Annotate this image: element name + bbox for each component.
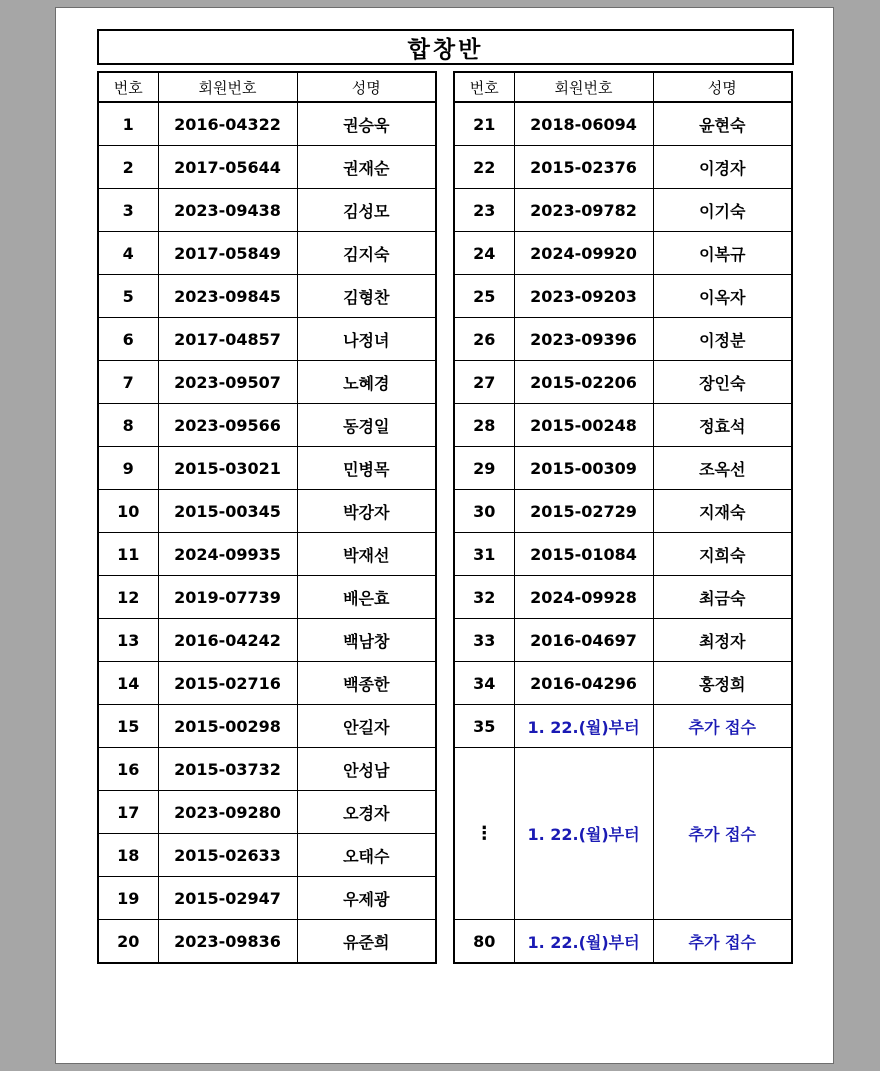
table-row <box>454 189 792 232</box>
cell-name: 지재숙 <box>653 490 792 533</box>
cell-member-id: 2023-09396 <box>514 318 653 361</box>
header-name: 성명 <box>297 72 436 102</box>
cell-name: 우제광 <box>297 877 436 920</box>
header-member-id: 회원번호 <box>514 72 653 102</box>
cell-member-id: 2017-04857 <box>158 318 297 361</box>
cell-extra-accept: 추가 접수 <box>653 705 792 748</box>
cell-member-id: 2024-09920 <box>514 232 653 275</box>
cell-number: 12 <box>98 576 158 619</box>
cell-member-id: 2015-02206 <box>514 361 653 404</box>
cell-member-id: 2015-03732 <box>158 748 297 791</box>
cell-name: 백종한 <box>297 662 436 705</box>
table-row <box>454 318 792 361</box>
cell-number: 4 <box>98 232 158 275</box>
header-number: 번호 <box>454 72 514 102</box>
cell-number: 16 <box>98 748 158 791</box>
cell-member-id: 2015-02633 <box>158 834 297 877</box>
cell-number: 22 <box>454 146 514 189</box>
cell-extra-accept: 추가 접수 <box>653 748 792 920</box>
cell-member-id: 2015-03021 <box>158 447 297 490</box>
cell-number: 24 <box>454 232 514 275</box>
cell-member-id: 2015-02729 <box>514 490 653 533</box>
cell-number: 33 <box>454 619 514 662</box>
table-row <box>98 318 436 361</box>
cell-name: 지희숙 <box>653 533 792 576</box>
table-row <box>98 533 436 576</box>
cell-number: 2 <box>98 146 158 189</box>
table-row <box>98 275 436 318</box>
cell-member-id: 2016-04242 <box>158 619 297 662</box>
table-row <box>454 662 792 705</box>
table-header-row <box>98 72 436 102</box>
table-row <box>98 576 436 619</box>
header-member-id: 회원번호 <box>158 72 297 102</box>
cell-name: 민병목 <box>297 447 436 490</box>
cell-name: 이정분 <box>653 318 792 361</box>
cell-name: 박강자 <box>297 490 436 533</box>
table-row <box>98 662 436 705</box>
cell-number: 5 <box>98 275 158 318</box>
cell-from-date: 1. 22.(월)부터 <box>514 920 653 964</box>
cell-number: 27 <box>454 361 514 404</box>
cell-member-id: 2015-00298 <box>158 705 297 748</box>
cell-member-id: 2023-09438 <box>158 189 297 232</box>
table-row <box>454 404 792 447</box>
cell-member-id: 2015-02376 <box>514 146 653 189</box>
table-row <box>98 619 436 662</box>
roster-table-left <box>97 71 437 964</box>
cell-member-id: 2017-05849 <box>158 232 297 275</box>
cell-name: 최금숙 <box>653 576 792 619</box>
header-name: 성명 <box>653 72 792 102</box>
table-row <box>98 834 436 877</box>
cell-member-id: 2023-09203 <box>514 275 653 318</box>
table-row-additional-range <box>454 748 792 920</box>
table-row-additional-80 <box>454 920 792 964</box>
cell-from-date: 1. 22.(월)부터 <box>514 748 653 920</box>
cell-member-id: 2015-01084 <box>514 533 653 576</box>
table-row <box>98 877 436 920</box>
cell-number: 35 <box>454 705 514 748</box>
cell-name: 배은효 <box>297 576 436 619</box>
table-row <box>454 102 792 146</box>
cell-number: 29 <box>454 447 514 490</box>
table-row <box>98 404 436 447</box>
cell-number: 25 <box>454 275 514 318</box>
table-row <box>98 447 436 490</box>
cell-name: 나정녀 <box>297 318 436 361</box>
table-row <box>98 748 436 791</box>
cell-member-id: 2023-09782 <box>514 189 653 232</box>
table-row <box>454 232 792 275</box>
table-row <box>454 447 792 490</box>
cell-extra-accept: 추가 접수 <box>653 920 792 964</box>
table-row <box>454 490 792 533</box>
cell-member-id: 2015-00345 <box>158 490 297 533</box>
table-row <box>98 146 436 189</box>
vertical-ellipsis-icon: ⋮ <box>475 823 494 844</box>
cell-name: 장인숙 <box>653 361 792 404</box>
cell-name: 유준희 <box>297 920 436 964</box>
cell-name: 윤현숙 <box>653 102 792 146</box>
cell-number: 14 <box>98 662 158 705</box>
cell-member-id: 2023-09507 <box>158 361 297 404</box>
table-row <box>454 576 792 619</box>
cell-number: 80 <box>454 920 514 964</box>
cell-number: 1 <box>98 102 158 146</box>
cell-number: 10 <box>98 490 158 533</box>
cell-member-id: 2017-05644 <box>158 146 297 189</box>
cell-member-id: 2015-02716 <box>158 662 297 705</box>
cell-number: 15 <box>98 705 158 748</box>
cell-number: 34 <box>454 662 514 705</box>
cell-number: 20 <box>98 920 158 964</box>
cell-member-id: 2016-04322 <box>158 102 297 146</box>
cell-member-id: 2018-06094 <box>514 102 653 146</box>
cell-number: 17 <box>98 791 158 834</box>
cell-member-id: 2016-04697 <box>514 619 653 662</box>
cell-number: 7 <box>98 361 158 404</box>
table-row <box>454 361 792 404</box>
cell-name: 안성남 <box>297 748 436 791</box>
cell-name: 정효석 <box>653 404 792 447</box>
page-title: 합창반 <box>97 29 794 65</box>
cell-number: 31 <box>454 533 514 576</box>
cell-name: 홍정희 <box>653 662 792 705</box>
cell-number: 6 <box>98 318 158 361</box>
cell-number: 9 <box>98 447 158 490</box>
cell-name: 오태수 <box>297 834 436 877</box>
cell-number: 19 <box>98 877 158 920</box>
table-row <box>454 533 792 576</box>
cell-name: 노혜경 <box>297 361 436 404</box>
cell-name: 김지숙 <box>297 232 436 275</box>
cell-number: 28 <box>454 404 514 447</box>
cell-name: 김형찬 <box>297 275 436 318</box>
cell-number: 13 <box>98 619 158 662</box>
cell-name: 김성모 <box>297 189 436 232</box>
cell-member-id: 2023-09280 <box>158 791 297 834</box>
cell-number: 21 <box>454 102 514 146</box>
cell-name: 조옥선 <box>653 447 792 490</box>
cell-name: 백남창 <box>297 619 436 662</box>
cell-name: 최정자 <box>653 619 792 662</box>
cell-name: 안길자 <box>297 705 436 748</box>
cell-name: 오경자 <box>297 791 436 834</box>
table-row <box>454 275 792 318</box>
table-row <box>98 920 436 964</box>
cell-number: 32 <box>454 576 514 619</box>
cell-name: 동경일 <box>297 404 436 447</box>
cell-member-id: 2015-02947 <box>158 877 297 920</box>
cell-member-id: 2024-09935 <box>158 533 297 576</box>
table-row <box>98 232 436 275</box>
cell-member-id: 2024-09928 <box>514 576 653 619</box>
cell-name: 권재순 <box>297 146 436 189</box>
cell-name: 이복규 <box>653 232 792 275</box>
table-row <box>98 791 436 834</box>
cell-name: 박재선 <box>297 533 436 576</box>
cell-number: 30 <box>454 490 514 533</box>
table-row <box>98 361 436 404</box>
cell-member-id: 2019-07739 <box>158 576 297 619</box>
table-row-additional-35 <box>454 705 792 748</box>
cell-member-id: 2023-09845 <box>158 275 297 318</box>
cell-member-id: 2016-04296 <box>514 662 653 705</box>
cell-number: 26 <box>454 318 514 361</box>
cell-member-id: 2015-00309 <box>514 447 653 490</box>
table-row <box>98 490 436 533</box>
cell-number: 3 <box>98 189 158 232</box>
header-number: 번호 <box>98 72 158 102</box>
cell-name: 이기숙 <box>653 189 792 232</box>
table-row <box>454 619 792 662</box>
table-row <box>98 102 436 146</box>
cell-name: 권승욱 <box>297 102 436 146</box>
cell-name: 이경자 <box>653 146 792 189</box>
cell-member-id: 2015-00248 <box>514 404 653 447</box>
table-row <box>98 189 436 232</box>
roster-table-right <box>453 71 793 964</box>
cell-member-id: 2023-09566 <box>158 404 297 447</box>
cell-member-id: 2023-09836 <box>158 920 297 964</box>
cell-from-date: 1. 22.(월)부터 <box>514 705 653 748</box>
cell-name: 이옥자 <box>653 275 792 318</box>
table-row <box>454 146 792 189</box>
cell-number: 11 <box>98 533 158 576</box>
cell-number-ellipsis <box>454 748 514 920</box>
cell-number: 18 <box>98 834 158 877</box>
table-header-row <box>454 72 792 102</box>
cell-number: 8 <box>98 404 158 447</box>
table-row <box>98 705 436 748</box>
cell-number: 23 <box>454 189 514 232</box>
